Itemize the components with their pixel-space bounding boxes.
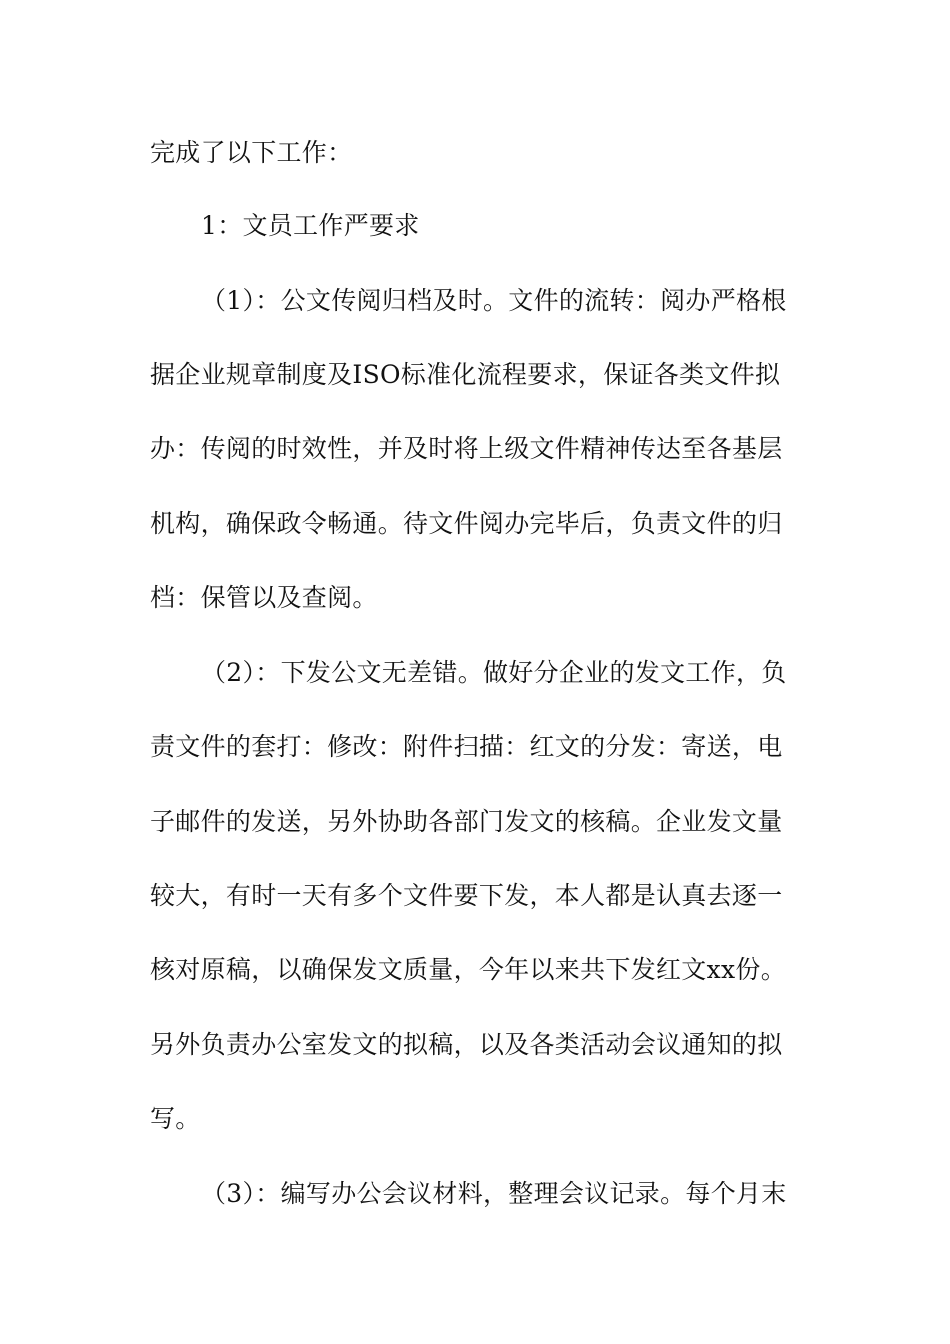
paragraph-line: 子邮件的发送，另外协助各部门发文的核稿。企业发文量 [150,807,783,836]
paragraph-line: 档：保管以及查阅。 [150,583,378,612]
section-heading: 1：文员工作严要求 [201,211,420,240]
paragraph-line: （2）：下发公文无差错。做好分企业的发文工作，负 [201,658,787,687]
paragraph-line: 核对原稿，以确保发文质量，今年以来共下发红文xx份。 [150,955,787,984]
paragraph-line: 较大，有时一天有多个文件要下发，本人都是认真去逐一 [150,881,783,910]
paragraph-line: 写。 [150,1104,201,1133]
paragraph-line: 办：传阅的时效性，并及时将上级文件精神传达至各基层 [150,434,783,463]
paragraph-line: 责文件的套打：修改：附件扫描：红文的分发：寄送，电 [150,732,783,761]
paragraph-line: 据企业规章制度及ISO标准化流程要求，保证各类文件拟 [150,360,781,389]
paragraph-line: （3）：编写办公会议材料，整理会议记录。每个月末 [201,1179,787,1208]
paragraph-line: 机构，确保政令畅通。待文件阅办完毕后，负责文件的归 [150,509,783,538]
paragraph-line: 另外负责办公室发文的拟稿，以及各类活动会议通知的拟 [150,1030,783,1059]
paragraph-line: 完成了以下工作： [150,138,353,167]
paragraph-line: （1）：公文传阅归档及时。文件的流转：阅办严格根 [201,286,787,315]
